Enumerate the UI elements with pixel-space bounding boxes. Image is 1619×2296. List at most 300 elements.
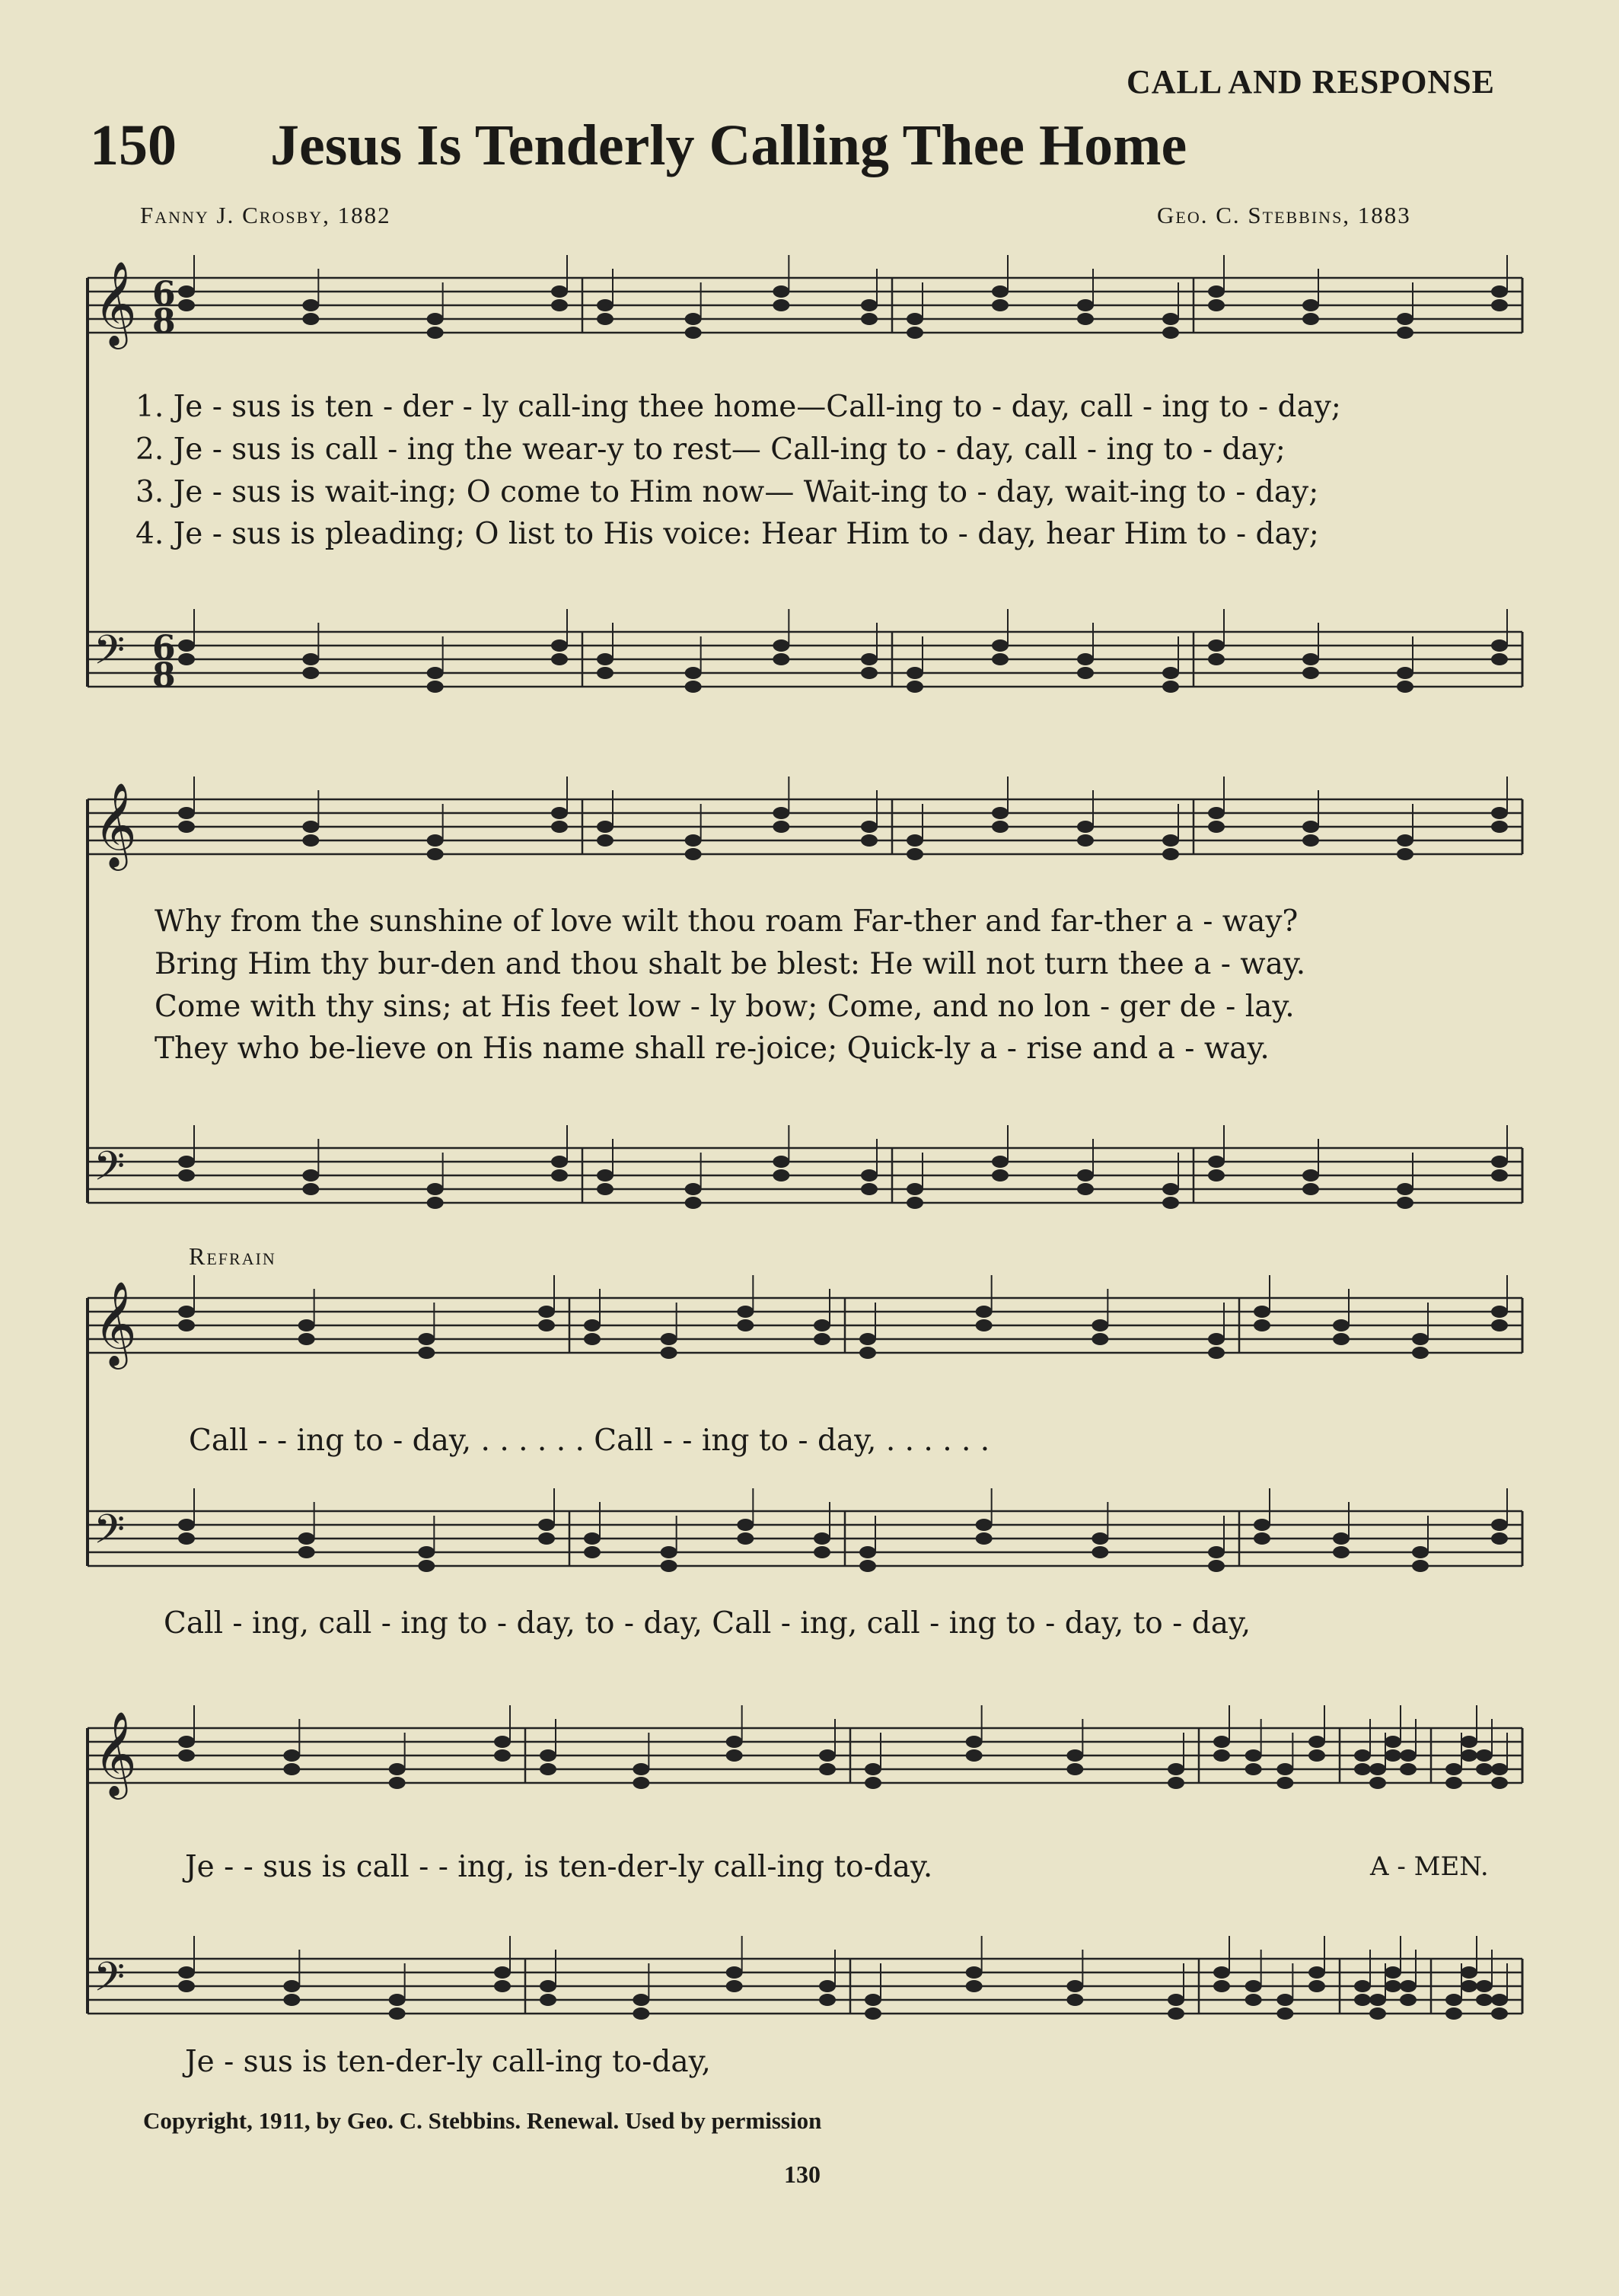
note-head [551,1169,568,1181]
note-head [389,2007,406,2020]
note-head [1254,1532,1270,1545]
note-head [1066,1994,1083,2006]
note-head [1077,834,1094,847]
verse-line-1: 1. Je - sus is ten - der - ly call-ing thee home—Call-ing to - day, call - ing to - day; [135,390,1341,424]
note-head [773,653,789,665]
note-head [1092,1319,1108,1331]
note-head [283,1763,300,1775]
note-head [992,1169,1009,1181]
note-head [178,1749,195,1762]
note-head [551,821,568,833]
note-head [418,1546,435,1558]
note-head [597,313,613,325]
note-head [1092,1546,1108,1558]
refrain-bass-lyric: Call - ing, call - ing to - day, to - day, Call - ing, call - ing to - day, to - day, [164,1606,1251,1641]
bass-clef-icon: 𝄢 [94,1143,126,1200]
note-head [597,667,613,679]
time-signature-bottom: 8 [152,656,176,695]
note-head [494,1966,511,1979]
verse-line-3: 3. Je - sus is wait-ing; O come to Him now— Wait-ing to - day, wait-ing to - day; [135,475,1319,509]
note-head [1397,327,1413,339]
note-head [1168,1763,1184,1775]
note-head [1213,1736,1230,1748]
note-head [1445,1994,1462,2006]
note-head [427,667,444,679]
note-head [1400,1994,1417,2006]
note-head [1213,1966,1230,1979]
note-head [685,681,702,693]
note-head [1412,1546,1429,1558]
refrain-label: Refrain [189,1242,276,1270]
note-head [907,667,923,679]
note-head [1476,1749,1493,1762]
note-head [178,1156,195,1168]
note-head [1491,1319,1508,1331]
note-head [1476,1763,1493,1775]
note-head [1333,1532,1350,1545]
note-head [1491,653,1508,665]
note-head [298,1319,315,1331]
note-head [633,2007,649,2020]
time-signature-bottom: 8 [152,302,176,341]
note-head [1245,1994,1262,2006]
note-head [538,1306,555,1318]
note-head [1491,639,1508,652]
bass-clef-icon: 𝄢 [94,1507,126,1563]
note-head [1461,1749,1477,1762]
note-head [814,1319,830,1331]
note-head [1491,807,1508,819]
amen-lyric: A - MEN. [1370,1851,1489,1882]
note-head [584,1546,601,1558]
note-head [1369,1994,1386,2006]
note-head [1213,1749,1230,1762]
note-head [1168,1777,1184,1789]
note-head [298,1532,315,1545]
note-head [302,821,319,833]
note-head [1369,1763,1386,1775]
note-head [427,834,444,847]
note-head [685,1197,702,1209]
note-head [427,327,444,339]
note-head [1066,1749,1083,1762]
note-head [178,807,195,819]
note-head [1208,1560,1225,1572]
note-head [1208,807,1225,819]
note-head [1208,299,1225,311]
note-head [861,667,878,679]
note-head [551,639,568,652]
note-head [1208,639,1225,652]
note-head [1491,821,1508,833]
note-head [737,1519,754,1531]
verse-b-line-4: They who be-lieve on His name shall re-joice; Quick-ly a - rise and a - way. [155,1032,1270,1066]
note-head [633,1763,649,1775]
note-head [1276,1994,1293,2006]
note-head [1476,1980,1493,1992]
note-head [1354,1994,1371,2006]
note-head [389,1763,406,1775]
note-head [1077,313,1094,325]
note-head [661,1546,677,1558]
note-head [726,1736,743,1748]
note-head [1400,1980,1417,1992]
note-head [389,1994,406,2006]
note-head [584,1333,601,1345]
note-head [1254,1319,1270,1331]
note-head [861,821,878,833]
note-head [861,1169,878,1181]
note-head [302,667,319,679]
note-head [551,807,568,819]
note-head [814,1546,830,1558]
note-head [178,1736,195,1748]
note-head [1162,681,1179,693]
note-head [685,1183,702,1195]
note-head [1354,1980,1371,1992]
note-head [178,821,195,833]
note-head [418,1347,435,1359]
note-head [633,1777,649,1789]
note-head [302,834,319,847]
note-head [1397,834,1413,847]
verse-b-line-3: Come with thy sins; at His feet low - ly bow; Come, and no lon - ger de - lay. [155,990,1295,1024]
note-head [427,1183,444,1195]
note-head [726,1749,743,1762]
note-head [1302,299,1319,311]
note-head [1385,1736,1401,1748]
note-head [1385,1980,1401,1992]
note-head [661,1347,677,1359]
note-head [389,1777,406,1789]
note-head [814,1333,830,1345]
note-head [859,1546,876,1558]
note-head [551,1156,568,1168]
note-head [427,848,444,860]
note-head [538,1319,555,1331]
note-head [773,1169,789,1181]
note-head [178,653,195,665]
note-head [178,1519,195,1531]
note-head [1302,821,1319,833]
note-head [1491,285,1508,298]
verse-line-4: 4. Je - sus is pleading; O list to His voice: Hear Him to - day, hear Him to - day; [135,517,1319,551]
note-head [685,327,702,339]
note-head [1162,667,1179,679]
note-head [178,1319,195,1331]
note-head [1491,1994,1508,2006]
note-head [1276,1763,1293,1775]
note-head [907,313,923,325]
note-head [302,1169,319,1181]
hymn-number: 150 [90,113,177,177]
note-head [283,1749,300,1762]
note-head [597,1169,613,1181]
note-head [992,1156,1009,1168]
note-head [1208,821,1225,833]
note-head [737,1319,754,1331]
note-head [1445,1777,1462,1789]
note-head [1066,1763,1083,1775]
time-signature-top: 6 [152,629,176,668]
note-head [907,327,923,339]
note-head [1491,1777,1508,1789]
note-head [1461,1980,1477,1992]
note-head [966,1980,983,1992]
note-head [773,821,789,833]
refrain-bass-final-lyric: Je - sus is ten-der-ly call-ing to-day, [185,2045,711,2079]
note-head [1461,1736,1477,1748]
note-head [1369,2007,1386,2020]
note-head [1369,1777,1386,1789]
note-head [992,807,1009,819]
note-head [907,848,923,860]
note-head [976,1532,993,1545]
note-head [551,285,568,298]
note-head [302,313,319,325]
note-head [907,834,923,847]
note-head [685,834,702,847]
note-head [597,1183,613,1195]
note-head [1208,1156,1225,1168]
hymn-title: Jesus Is Tenderly Calling Thee Home [270,113,1187,177]
note-head [859,1560,876,1572]
note-head [1276,1777,1293,1789]
note-head [494,1749,511,1762]
note-head [992,299,1009,311]
note-head [427,681,444,693]
note-head [178,1306,195,1318]
note-head [1385,1966,1401,1979]
note-head [661,1560,677,1572]
note-head [1308,1736,1325,1748]
note-head [992,285,1009,298]
note-head [819,1749,836,1762]
note-head [1162,1183,1179,1195]
verse-line-2: 2. Je - sus is call - ing the wear-y to rest— Call-ing to - day, call - ing to - day; [135,432,1286,467]
note-head [1461,1966,1477,1979]
note-head [633,1994,649,2006]
note-head [966,1749,983,1762]
note-head [551,299,568,311]
note-head [685,848,702,860]
note-head [819,1994,836,2006]
note-head [685,313,702,325]
note-head [1397,848,1413,860]
note-head [861,299,878,311]
note-head [178,299,195,311]
time-signature-top: 6 [152,275,176,314]
note-head [178,1980,195,1992]
note-head [584,1319,601,1331]
refrain-soprano-lyric: Call - - ing to - day, . . . . . . Call - - ing to - day, . . . . . . [189,1424,990,1458]
note-head [538,1519,555,1531]
refrain-final-lyric: Je - - sus is call - - ing, is ten-der-ly call-ing to-day. [185,1850,933,1884]
note-head [597,834,613,847]
note-head [992,653,1009,665]
verse-b-line-1: Why from the sunshine of love wilt thou roam Far-ther and far-ther a - way? [155,904,1299,939]
note-head [298,1333,315,1345]
note-head [1354,1749,1371,1762]
note-head [1491,1532,1508,1545]
note-head [302,653,319,665]
note-head [1333,1546,1350,1558]
note-head [540,1749,556,1762]
note-head [178,285,195,298]
note-head [1397,313,1413,325]
note-head [283,1994,300,2006]
note-head [1208,285,1225,298]
note-head [1077,667,1094,679]
note-head [861,653,878,665]
note-head [1077,299,1094,311]
note-head [298,1546,315,1558]
note-head [494,1736,511,1748]
note-head [726,1966,743,1979]
note-head [1354,1763,1371,1775]
note-head [861,313,878,325]
note-head [1308,1749,1325,1762]
note-head [1491,1519,1508,1531]
note-head [1445,1763,1462,1775]
note-head [1491,1763,1508,1775]
note-head [427,1197,444,1209]
note-head [1302,653,1319,665]
note-head [992,639,1009,652]
note-head [1208,653,1225,665]
note-head [1066,1980,1083,1992]
note-head [283,1980,300,1992]
note-head [907,1197,923,1209]
note-head [865,1994,881,2006]
note-head [861,834,878,847]
note-head [819,1763,836,1775]
note-head [1208,1169,1225,1181]
note-head [1254,1519,1270,1531]
note-head [1077,1183,1094,1195]
note-head [494,1980,511,1992]
note-head [1385,1749,1401,1762]
note-head [907,681,923,693]
note-head [1412,1560,1429,1572]
note-head [1308,1966,1325,1979]
note-head [966,1736,983,1748]
note-head [1254,1306,1270,1318]
note-head [1397,1197,1413,1209]
note-head [726,1980,743,1992]
words-credit: Fanny J. Crosby, 1882 [140,202,391,228]
note-head [178,1532,195,1545]
note-head [1077,1169,1094,1181]
note-head [966,1966,983,1979]
note-head [178,639,195,652]
note-head [1092,1333,1108,1345]
note-head [737,1306,754,1318]
note-head [865,2007,881,2020]
note-head [1245,1980,1262,1992]
page-number: 130 [784,2160,821,2188]
note-head [1168,1994,1184,2006]
note-head [1412,1333,1429,1345]
note-head [1491,1156,1508,1168]
note-head [685,667,702,679]
note-head [773,807,789,819]
note-head [976,1319,993,1331]
note-head [1245,1763,1262,1775]
note-head [859,1347,876,1359]
note-head [540,1763,556,1775]
note-head [1208,1546,1225,1558]
note-head [540,1994,556,2006]
note-head [1077,653,1094,665]
note-head [427,313,444,325]
note-head [597,653,613,665]
note-head [1208,1347,1225,1359]
note-head [859,1333,876,1345]
note-head [178,1169,195,1181]
note-head [1162,834,1179,847]
note-head [1302,1183,1319,1195]
note-head [976,1306,993,1318]
note-head [1491,1169,1508,1181]
note-head [814,1532,830,1545]
note-head [597,821,613,833]
bass-clef-icon: 𝄢 [94,1954,126,2011]
note-head [773,639,789,652]
note-head [584,1532,601,1545]
note-head [1400,1749,1417,1762]
note-head [418,1560,435,1572]
treble-clef-icon: 𝄞 [94,1280,137,1366]
note-head [773,1156,789,1168]
note-head [1333,1333,1350,1345]
note-head [1476,1994,1493,2006]
note-head [861,1183,878,1195]
note-head [418,1333,435,1345]
note-head [1491,2007,1508,2020]
note-head [1412,1347,1429,1359]
treble-clef-icon: 𝄞 [94,260,137,346]
note-head [178,1966,195,1979]
note-head [1302,834,1319,847]
note-head [551,653,568,665]
note-head [976,1519,993,1531]
music-credit: Geo. C. Stebbins, 1883 [1157,202,1411,228]
note-head [773,285,789,298]
note-head [1162,848,1179,860]
note-head [1208,1333,1225,1345]
note-head [992,821,1009,833]
note-head [538,1532,555,1545]
note-head [1491,299,1508,311]
note-head [302,1183,319,1195]
note-head [1445,2007,1462,2020]
note-head [907,1183,923,1195]
treble-clef-icon: 𝄞 [94,1711,137,1796]
copyright-notice: Copyright, 1911, by Geo. C. Stebbins. Renewal. Used by permission [143,2107,822,2134]
note-head [1245,1749,1262,1762]
section-heading: CALL AND RESPONSE [1127,63,1496,100]
note-head [1162,1197,1179,1209]
note-head [819,1980,836,1992]
note-head [1302,667,1319,679]
note-head [1162,313,1179,325]
note-head [1162,327,1179,339]
note-head [1333,1319,1350,1331]
note-head [1397,667,1413,679]
note-head [1092,1532,1108,1545]
bass-clef-icon: 𝄢 [94,627,126,684]
